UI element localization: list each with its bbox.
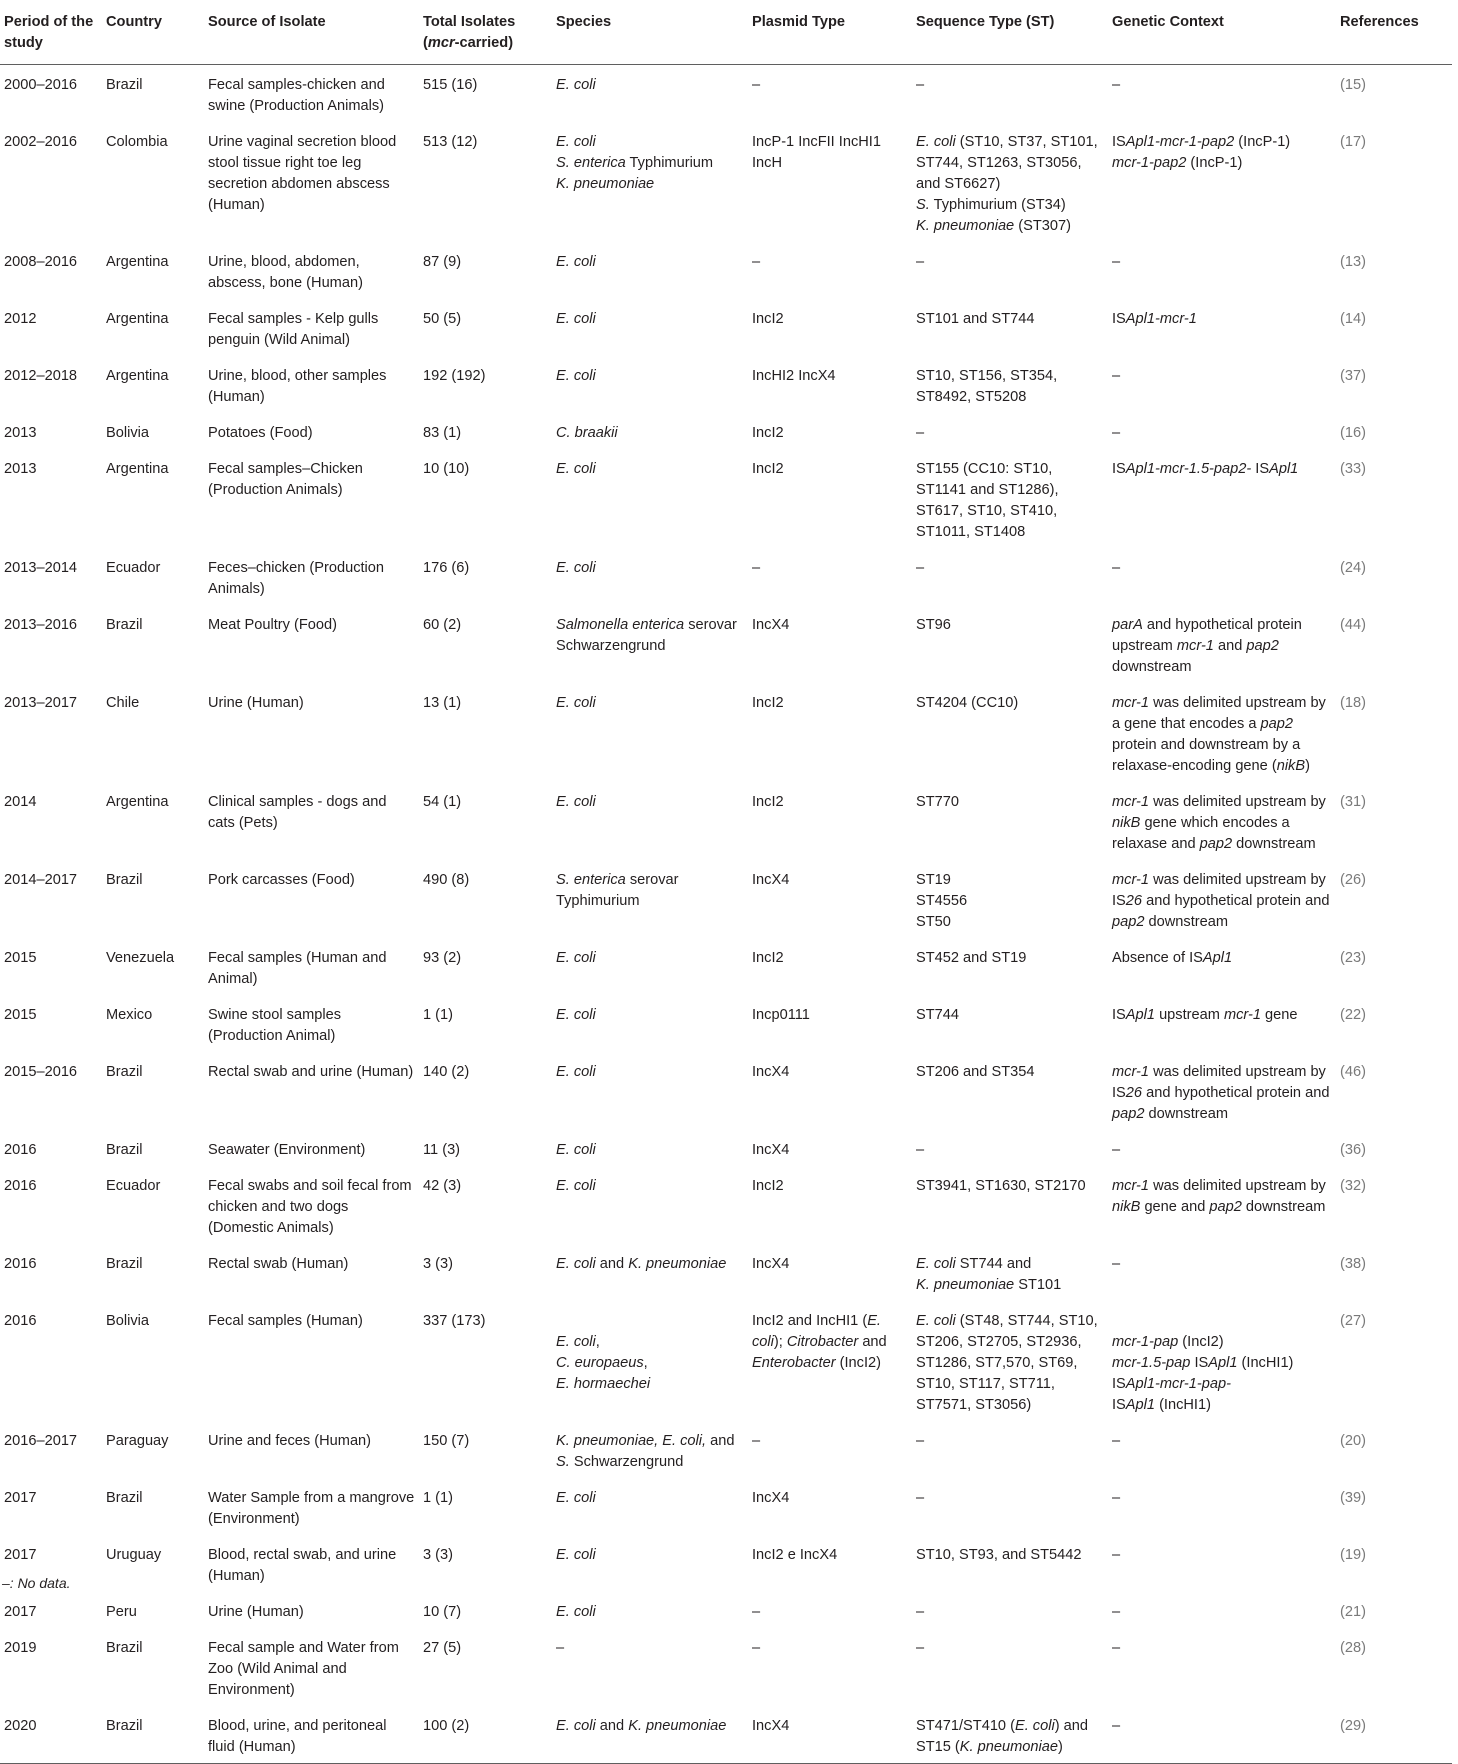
table-row: [0, 1535, 1452, 1592]
cell-source: Fecal samples-chicken and swine (Production Animals): [208, 77, 385, 114]
cell-source: Seawater (Environment): [208, 1142, 366, 1158]
cell-country: Argentina: [106, 254, 169, 270]
cell-sequence-type: ST770: [916, 794, 959, 810]
cell-sequence-type: ST744: [916, 1007, 959, 1023]
table-row: [0, 1244, 1452, 1301]
cell-country: Brazil: [106, 1256, 143, 1272]
cell-plasmid-type: Incp0111: [752, 1007, 810, 1023]
cell-source: Rectal swab and urine (Human): [208, 1064, 414, 1080]
table-row: [0, 356, 1452, 413]
cell-plasmid-type: IncX4: [752, 1490, 790, 1506]
cell-country: Brazil: [106, 1142, 143, 1158]
cell-sequence-type: –: [916, 1640, 925, 1656]
cell-plasmid-type: IncP-1 IncFII IncHI1 IncH: [752, 134, 881, 171]
cell-total-isolates: 93 (2): [423, 950, 462, 966]
cell-source: Fecal samples–Chicken (Production Animals): [208, 461, 363, 498]
cell-reference: (44): [1340, 617, 1366, 633]
cell-reference: (38): [1340, 1256, 1366, 1272]
table-row: [0, 938, 1452, 995]
cell-country: Paraguay: [106, 1433, 169, 1449]
cell-species: E. coli: [556, 560, 596, 576]
cell-source: Urine (Human): [208, 695, 304, 711]
cell-genetic-context: ISApl1 upstream mcr-1 gene: [1112, 1007, 1298, 1023]
cell-species: S. enterica serovar Typhimurium: [556, 872, 679, 909]
cell-genetic-context: ISApl1-mcr-1.5-pap2- ISApl1: [1112, 461, 1299, 477]
cell-genetic-context: mcr-1 was delimited upstream by IS26 and hypothetical protein and pap2 downstream: [1112, 872, 1330, 930]
cell-period: 2000–2016: [4, 77, 78, 93]
col-header-total-isolates: Total Isolates (mcr-carried): [419, 0, 552, 65]
cell-plasmid-type: –: [752, 560, 761, 576]
table-row: [0, 1478, 1452, 1535]
cell-genetic-context: ISApl1-mcr-1: [1112, 311, 1197, 327]
cell-period: 2015: [4, 1007, 37, 1023]
cell-plasmid-type: –: [752, 1604, 761, 1620]
cell-total-isolates: 100 (2): [419, 1706, 552, 1764]
cell-species: E. coli and K. pneumoniae: [552, 1706, 748, 1764]
cell-genetic-context: mcr-1 was delimited upstream by a gene that encodes a pap2 protein and downstream by a relaxase-encoding gene (nikB): [1112, 695, 1326, 774]
cell-genetic-context: –: [1112, 1547, 1121, 1563]
cell-total-isolates: 27 (5): [423, 1640, 462, 1656]
table-row: [0, 860, 1452, 938]
cell-source: Fecal samples (Human and Animal): [208, 950, 387, 987]
cell-genetic-context: –: [1112, 560, 1121, 576]
cell-source: Pork carcasses (Food): [208, 872, 355, 888]
table-row: [0, 299, 1452, 356]
cell-period: 2013–2014: [4, 560, 78, 576]
table-row: [0, 122, 1452, 242]
cell-period: 2013–2017: [4, 695, 78, 711]
table-body: [0, 65, 1452, 1764]
cell-reference: (18): [1340, 695, 1366, 711]
cell-period: 2016: [4, 1178, 37, 1194]
cell-reference: (32): [1340, 1178, 1366, 1194]
cell-reference: (28): [1340, 1640, 1366, 1656]
cell-species: E. coli and K. pneumoniae: [556, 1256, 727, 1272]
cell-country: Venezuela: [106, 950, 175, 966]
cell-sequence-type: –: [916, 1490, 925, 1506]
cell-sequence-type: ST10, ST93, and ST5442: [916, 1547, 1082, 1563]
cell-reference: (37): [1340, 368, 1366, 384]
cell-source: Urine vaginal secretion blood stool tissue right toe leg secretion abdomen abscess (Human): [208, 134, 397, 213]
cell-genetic-context: parA and hypothetical protein upstream mcr-1 and pap2 downstream: [1112, 617, 1302, 675]
cell-species: E. coli S. enterica Typhimurium K. pneumoniae: [556, 134, 714, 192]
cell-genetic-context: mcr-1 was delimited upstream by IS26 and hypothetical protein and pap2 downstream: [1112, 1064, 1330, 1122]
cell-total-isolates: 10 (10): [423, 461, 470, 477]
col-header-country: Country: [102, 0, 204, 65]
cell-reference: (26): [1340, 872, 1366, 888]
table-row: [0, 995, 1452, 1052]
cell-plasmid-type: IncX4: [752, 617, 790, 633]
cell-source: Rectal swab (Human): [208, 1256, 349, 1272]
cell-genetic-context: mcr-1-pap (IncI2) mcr-1.5-pap ISApl1 (IncHI1) ISApl1-mcr-1-pap- ISApl1 (IncHI1): [1112, 1334, 1294, 1413]
cell-country: Mexico: [106, 1007, 153, 1023]
cell-country: Brazil: [106, 872, 143, 888]
table-row: [0, 548, 1452, 605]
cell-period: 2019: [4, 1640, 37, 1656]
cell-genetic-context: –: [1112, 1490, 1121, 1506]
table-row: [0, 683, 1452, 782]
cell-species: E. coli, C. europaeus, E. hormaechei: [556, 1334, 651, 1392]
cell-country: Brazil: [106, 1640, 143, 1656]
cell-sequence-type: –: [916, 425, 925, 441]
cell-species: E. coli: [556, 368, 596, 384]
cell-genetic-context: –: [1112, 1433, 1121, 1449]
cell-sequence-type: –: [916, 77, 925, 93]
cell-country: Colombia: [106, 134, 168, 150]
col-header-sequence-type: Sequence Type (ST): [912, 0, 1108, 65]
cell-total-isolates: 490 (8): [423, 872, 470, 888]
cell-total-isolates: 1 (1): [423, 1490, 454, 1506]
cell-reference: (29): [1336, 1706, 1452, 1764]
cell-genetic-context: mcr-1 was delimited upstream by nikB gene which encodes a relaxase and pap2 downstream: [1112, 794, 1326, 852]
cell-reference: (22): [1340, 1007, 1366, 1023]
cell-total-isolates: 515 (16): [423, 77, 478, 93]
cell-reference: (19): [1340, 1547, 1366, 1563]
table-row: [0, 1130, 1452, 1166]
cell-total-isolates: 176 (6): [423, 560, 470, 576]
cell-period: 2008–2016: [4, 254, 78, 270]
cell-period: 2017: [4, 1547, 37, 1563]
cell-source: Potatoes (Food): [208, 425, 313, 441]
cell-plasmid-type: IncI2: [752, 311, 784, 327]
cell-period: 2015–2016: [4, 1064, 78, 1080]
cell-total-isolates: 3 (3): [423, 1547, 454, 1563]
col-header-species: Species: [552, 0, 748, 65]
cell-plasmid-type: IncX4: [752, 872, 790, 888]
cell-genetic-context: –: [1112, 425, 1121, 441]
cell-source: Fecal swabs and soil fecal from chicken and two dogs (Domestic Animals): [208, 1178, 412, 1236]
table-row: [0, 1166, 1452, 1244]
cell-period: 2014–2017: [4, 872, 78, 888]
cell-period: 2013–2016: [4, 617, 78, 633]
cell-plasmid-type: –: [752, 1640, 761, 1656]
cell-genetic-context: –: [1112, 1142, 1121, 1158]
cell-country: Bolivia: [106, 1313, 149, 1329]
cell-country: Brazil: [106, 1064, 143, 1080]
cell-source: Fecal sample and Water from Zoo (Wild Animal and Environment): [208, 1640, 399, 1698]
cell-period: 2013: [4, 425, 37, 441]
table-row: [0, 449, 1452, 548]
cell-source: Urine (Human): [208, 1604, 304, 1620]
cell-species: E. coli: [556, 695, 596, 711]
cell-total-isolates: 150 (7): [423, 1433, 470, 1449]
cell-country: Argentina: [106, 311, 169, 327]
cell-source: Fecal samples - Kelp gulls penguin (Wild Animal): [208, 311, 379, 348]
cell-period: 2020: [0, 1706, 102, 1764]
cell-period: 2016: [4, 1313, 37, 1329]
cell-species: C. braakii: [556, 425, 618, 441]
cell-period: 2013: [4, 461, 37, 477]
cell-plasmid-type: –: [752, 254, 761, 270]
cell-period: 2017: [4, 1604, 37, 1620]
cell-species: E. coli: [556, 950, 596, 966]
cell-sequence-type: ST3941, ST1630, ST2170: [916, 1178, 1086, 1194]
cell-sequence-type: ST452 and ST19: [916, 950, 1027, 966]
cell-source: Blood, urine, and peritoneal fluid (Human): [204, 1706, 419, 1764]
cell-plasmid-type: IncX4: [752, 1064, 790, 1080]
table-row: [0, 65, 1452, 123]
cell-reference: (23): [1340, 950, 1366, 966]
cell-sequence-type: –: [916, 1433, 925, 1449]
cell-country: Chile: [106, 695, 140, 711]
cell-period: 2012: [4, 311, 37, 327]
cell-plasmid-type: IncI2 and IncHI1 (E. coli); Citrobacter and Enterobacter (IncI2): [752, 1313, 887, 1371]
cell-species: E. coli: [556, 254, 596, 270]
cell-source: Meat Poultry (Food): [208, 617, 337, 633]
cell-reference: (13): [1340, 254, 1366, 270]
cell-genetic-context: ISApl1-mcr-1-pap2 (IncP-1) mcr-1-pap2 (IncP-1): [1112, 134, 1291, 171]
table-row: [0, 1706, 1452, 1764]
col-header-period: Period of the study: [0, 0, 102, 65]
cell-sequence-type: ST101 and ST744: [916, 311, 1035, 327]
cell-plasmid-type: IncI2: [752, 1178, 784, 1194]
cell-reference: (33): [1340, 461, 1366, 477]
cell-plasmid-type: IncI2: [752, 425, 784, 441]
table-row: [0, 782, 1452, 860]
cell-sequence-type: ST10, ST156, ST354, ST8492, ST5208: [916, 368, 1058, 405]
cell-country: Argentina: [106, 368, 169, 384]
table-row: [0, 1628, 1452, 1706]
cell-genetic-context: –: [1112, 1256, 1121, 1272]
cell-total-isolates: 513 (12): [423, 134, 478, 150]
table-header-row: [0, 0, 1452, 65]
cell-plasmid-type: IncX4: [752, 1142, 790, 1158]
cell-genetic-context: mcr-1 was delimited upstream by nikB gene and pap2 downstream: [1112, 1178, 1326, 1215]
cell-country: Ecuador: [106, 560, 161, 576]
cell-species: –: [556, 1640, 565, 1656]
cell-plasmid-type: IncX4: [748, 1706, 912, 1764]
cell-country: Bolivia: [106, 425, 149, 441]
cell-sequence-type: E. coli (ST10, ST37, ST101, ST744, ST1263, ST3056, and ST6627) S. Typhimurium (ST34) K. pneumoniae (ST307): [916, 134, 1098, 234]
cell-species: E. coli: [556, 1547, 596, 1563]
cell-plasmid-type: IncI2 e IncX4: [752, 1547, 838, 1563]
cell-plasmid-type: IncI2: [752, 695, 784, 711]
cell-species: E. coli: [556, 1142, 596, 1158]
cell-sequence-type: –: [916, 1142, 925, 1158]
cell-source: Swine stool samples (Production Animal): [208, 1007, 342, 1044]
cell-source: Urine and feces (Human): [208, 1433, 372, 1449]
cell-reference: (17): [1340, 134, 1366, 150]
cell-sequence-type: ST471/ST410 (E. coli) and ST15 (K. pneumoniae): [912, 1706, 1108, 1764]
cell-total-isolates: 11 (3): [423, 1142, 461, 1158]
cell-reference: (16): [1340, 425, 1366, 441]
cell-plasmid-type: IncHI2 IncX4: [752, 368, 836, 384]
cell-total-isolates: 337 (173): [423, 1313, 486, 1329]
cell-species: E. coli: [556, 1064, 596, 1080]
cell-source: Water Sample from a mangrove (Environment): [208, 1490, 415, 1527]
cell-species: E. coli: [556, 311, 596, 327]
cell-species: E. coli: [556, 1007, 596, 1023]
cell-country: Ecuador: [106, 1178, 161, 1194]
col-header-genetic-context: Genetic Context: [1108, 0, 1336, 65]
cell-country: Brazil: [106, 77, 143, 93]
cell-reference: (15): [1340, 77, 1366, 93]
cell-total-isolates: 1 (1): [423, 1007, 454, 1023]
cell-total-isolates: 87 (9): [423, 254, 462, 270]
cell-reference: (14): [1340, 311, 1366, 327]
table-row: [0, 413, 1452, 449]
table-row: [0, 1301, 1452, 1421]
cell-sequence-type: ST155 (CC10: ST10, ST1141 and ST1286), ST617, ST10, ST410, ST1011, ST1408: [916, 461, 1059, 540]
cell-country: Argentina: [106, 794, 169, 810]
cell-genetic-context: –: [1108, 1706, 1336, 1764]
cell-reference: (39): [1340, 1490, 1366, 1506]
cell-species: E. coli: [556, 1490, 596, 1506]
cell-reference: (36): [1340, 1142, 1366, 1158]
cell-country: Brazil: [106, 617, 143, 633]
cell-country: Peru: [106, 1604, 137, 1620]
cell-source: Clinical samples - dogs and cats (Pets): [208, 794, 387, 831]
cell-period: 2012–2018: [4, 368, 78, 384]
table-footnote: –: No data.: [2, 1575, 71, 1591]
table-row: [0, 605, 1452, 683]
cell-plasmid-type: IncX4: [752, 1256, 790, 1272]
cell-country: Argentina: [106, 461, 169, 477]
cell-sequence-type: E. coli (ST48, ST744, ST10, ST206, ST2705, ST2936, ST1286, ST7,570, ST69, ST10, ST117, ST711, ST7571, ST3056): [916, 1313, 1098, 1413]
table-row: [0, 242, 1452, 299]
cell-species: E. coli: [556, 794, 596, 810]
cell-plasmid-type: –: [752, 1433, 761, 1449]
cell-species: E. coli: [556, 1178, 596, 1194]
cell-total-isolates: 140 (2): [423, 1064, 470, 1080]
cell-source: Urine, blood, other samples (Human): [208, 368, 387, 405]
cell-reference: (24): [1340, 560, 1366, 576]
cell-period: 2016: [4, 1256, 37, 1272]
cell-genetic-context: –: [1112, 77, 1121, 93]
cell-reference: (20): [1340, 1433, 1366, 1449]
cell-period: 2014: [4, 794, 37, 810]
cell-period: 2002–2016: [4, 134, 78, 150]
cell-genetic-context: –: [1112, 254, 1121, 270]
col-header-source: Source of Isolate: [204, 0, 419, 65]
cell-sequence-type: ST4204 (CC10): [916, 695, 1019, 711]
cell-period: 2016: [4, 1142, 37, 1158]
cell-total-isolates: 10 (7): [423, 1604, 462, 1620]
cell-reference: (27): [1340, 1313, 1366, 1329]
cell-species: Salmonella enterica serovar Schwarzengrund: [556, 617, 737, 654]
cell-species: E. coli: [556, 461, 596, 477]
cell-period: 2015: [4, 950, 37, 966]
cell-country: Brazil: [106, 1490, 143, 1506]
table-row: [0, 1592, 1452, 1628]
cell-species: K. pneumoniae, E. coli, and S. Schwarzengrund: [556, 1433, 735, 1470]
cell-genetic-context: –: [1112, 368, 1121, 384]
cell-sequence-type: –: [916, 1604, 925, 1620]
cell-genetic-context: –: [1112, 1640, 1121, 1656]
cell-species: E. coli: [556, 1604, 596, 1620]
cell-genetic-context: –: [1112, 1604, 1121, 1620]
cell-plasmid-type: IncI2: [752, 794, 784, 810]
cell-plasmid-type: –: [752, 77, 761, 93]
cell-source: Feces–chicken (Production Animals): [208, 560, 385, 597]
cell-country: Brazil: [102, 1706, 204, 1764]
cell-source: Urine, blood, abdomen, abscess, bone (Human): [208, 254, 363, 291]
cell-source: Blood, rectal swab, and urine (Human): [208, 1547, 397, 1584]
cell-species: E. coli: [556, 77, 596, 93]
cell-sequence-type: –: [916, 560, 925, 576]
cell-sequence-type: ST206 and ST354: [916, 1064, 1035, 1080]
cell-source: Fecal samples (Human): [208, 1313, 363, 1329]
cell-total-isolates: 42 (3): [423, 1178, 462, 1194]
col-header-references: References: [1336, 0, 1452, 65]
cell-reference: (21): [1340, 1604, 1366, 1620]
cell-plasmid-type: IncI2: [752, 950, 784, 966]
cell-genetic-context: Absence of ISApl1: [1112, 950, 1233, 966]
cell-period: 2016–2017: [4, 1433, 78, 1449]
cell-total-isolates: 54 (1): [423, 794, 462, 810]
cell-sequence-type: ST19 ST4556 ST50: [916, 872, 968, 930]
cell-country: Uruguay: [106, 1547, 162, 1563]
cell-sequence-type: E. coli ST744 and K. pneumoniae ST101: [916, 1256, 1062, 1293]
cell-plasmid-type: IncI2: [752, 461, 784, 477]
cell-total-isolates: 83 (1): [423, 425, 462, 441]
table-row: [0, 1052, 1452, 1130]
col-header-plasmid-type: Plasmid Type: [748, 0, 912, 65]
cell-total-isolates: 60 (2): [423, 617, 462, 633]
cell-total-isolates: 50 (5): [423, 311, 462, 327]
cell-sequence-type: –: [916, 254, 925, 270]
cell-reference: (31): [1340, 794, 1366, 810]
cell-sequence-type: ST96: [916, 617, 951, 633]
table-row: [0, 1421, 1452, 1478]
cell-period: 2017: [4, 1490, 37, 1506]
cell-total-isolates: 3 (3): [423, 1256, 454, 1272]
cell-reference: (46): [1340, 1064, 1366, 1080]
cell-total-isolates: 192 (192): [423, 368, 486, 384]
cell-total-isolates: 13 (1): [423, 695, 462, 711]
